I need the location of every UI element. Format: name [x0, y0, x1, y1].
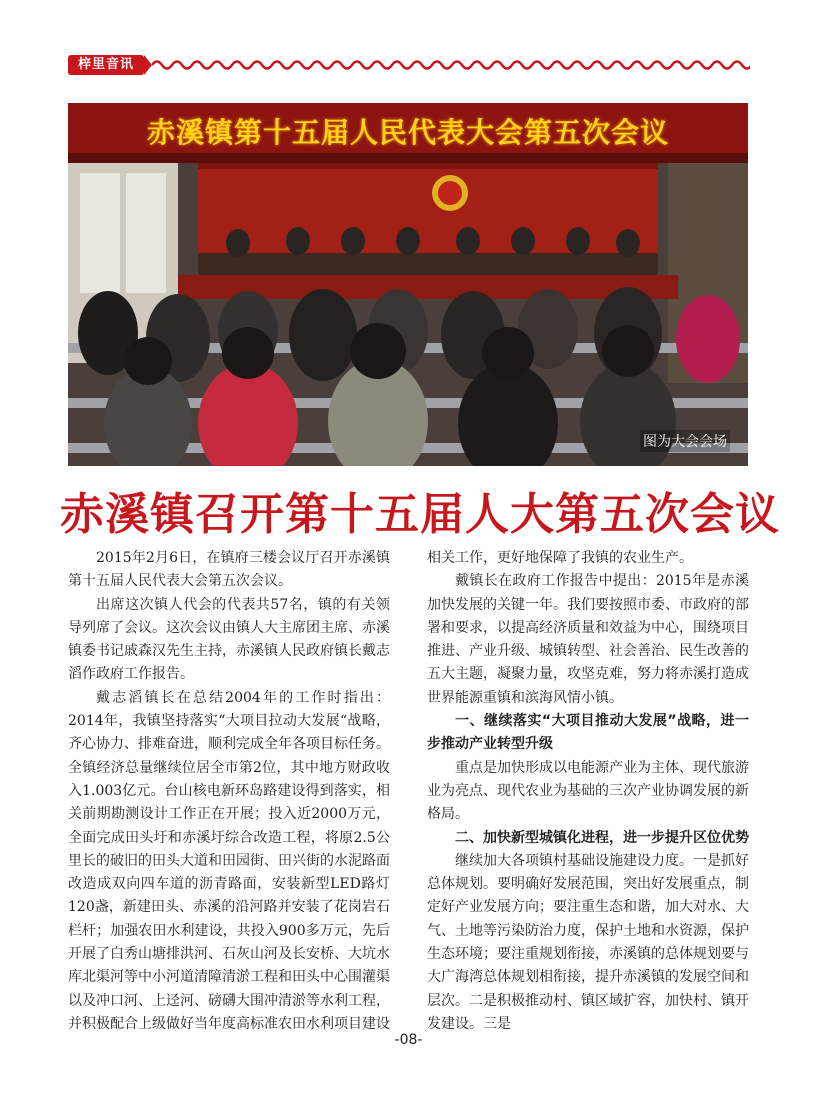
paragraph: 重点是加快形成以电能源产业为主体、现代旅游业为亮点、现代农业为基础的三次产业协调发展的新格局。 — [427, 759, 749, 823]
decorative-wave-line — [152, 56, 750, 74]
article-title: 赤溪镇召开第十五届人大第五次会议 — [60, 489, 780, 540]
meeting-photo — [68, 103, 748, 466]
paragraph: 继续加大各项镇村基础设施建设力度。一是抓好总体规划。要明确好发展范围，突出好发展重点，制定好产业发展方向；要注重生态和谐，加大对水、大气、土地等污染防治力度，保护土地和水资源，保护生态环境；要注重规划衔接，赤溪镇的总体规划要与大广海湾总体规划相衔接，提升赤溪镇的发展空间和层次。二是积极推动村、镇区域扩容，加快村、镇开发建设。三是 — [427, 852, 749, 1032]
section-header — [68, 52, 750, 78]
left-column — [68, 547, 390, 1036]
page-number: -08- — [394, 1032, 423, 1048]
section-tag: 梓里音讯 — [68, 55, 144, 75]
right-column — [427, 547, 749, 1036]
paragraph-continuation: 相关工作，更好地保障了我镇的农业生产。 — [427, 550, 693, 566]
paragraph: 戴志滔镇长在总结2004年的工作时指出：2014年，我镇坚持落实“大项目拉动大发展“战略，齐心协力、排难奋进，顺利完成全年各项目标任务。全镇经济总量继续位居全市第2位，其中地方财政收入1.003亿元。台山核电新环岛路建设得到落实，相关前期勘测设计工作正在开展；投入近2000万元，全面完成田头圩和赤溪圩综合改造工程，将原2.5公里长的破旧的田头大道和田园街、田兴街的水泥路面改造成双向四车道的沥青路面，安装新型LED路灯120盏，新建田头、赤溪的沿河路并安装了花岗岩石栏杆；加强农田水利建设，共投入900多万元，先后开展了白秀山塘排洪河、石灰山河及长安桥、大坑水库北渠河等中小河道清障清淤工程和田头中心围灌渠以及冲口河、上迳河、磅礴大围冲清淤等水利工程，并积极配合上级做好当年度高标准农田水利项目建设 — [68, 689, 390, 1032]
photo-caption: 图为大会会场 — [640, 430, 730, 452]
section-heading: 二、加快新型城镇化进程，进一步提升区位优势 — [455, 829, 749, 846]
section-heading: 一、继续落实“大项目推动大发展”战略，进一步推动产业转型升级 — [427, 713, 749, 753]
paragraph: 出席这次镇人代会的代表共57名，镇的有关领导列席了会议。这次会议由镇人大主席团主席、赤溪镇委书记戚森汉先生主持，赤溪镇人民政府镇长戴志滔作政府工作报告。 — [68, 596, 390, 683]
banner-text: 赤溪镇第十五届人民代表大会第五次会议 — [146, 116, 669, 149]
paragraph: 2015年2月6日，在镇府三楼会议厅召开赤溪镇第十五届人民代表大会第五次会议。 — [68, 550, 390, 590]
paragraph: 戴镇长在政府工作报告中提出：2015年是赤溪加快发展的关键一年。我们要按照市委、市政府的部署和要求，以提高经济质量和效益为中心，围绕项目推进、产业升级、城镇转型、社会善治、民生改善的五大主题，凝聚力量，攻坚克难，努力将赤溪打造成世界能源重镇和滨海风情小镇。 — [427, 573, 749, 706]
meeting-hall-illustration — [68, 103, 748, 466]
